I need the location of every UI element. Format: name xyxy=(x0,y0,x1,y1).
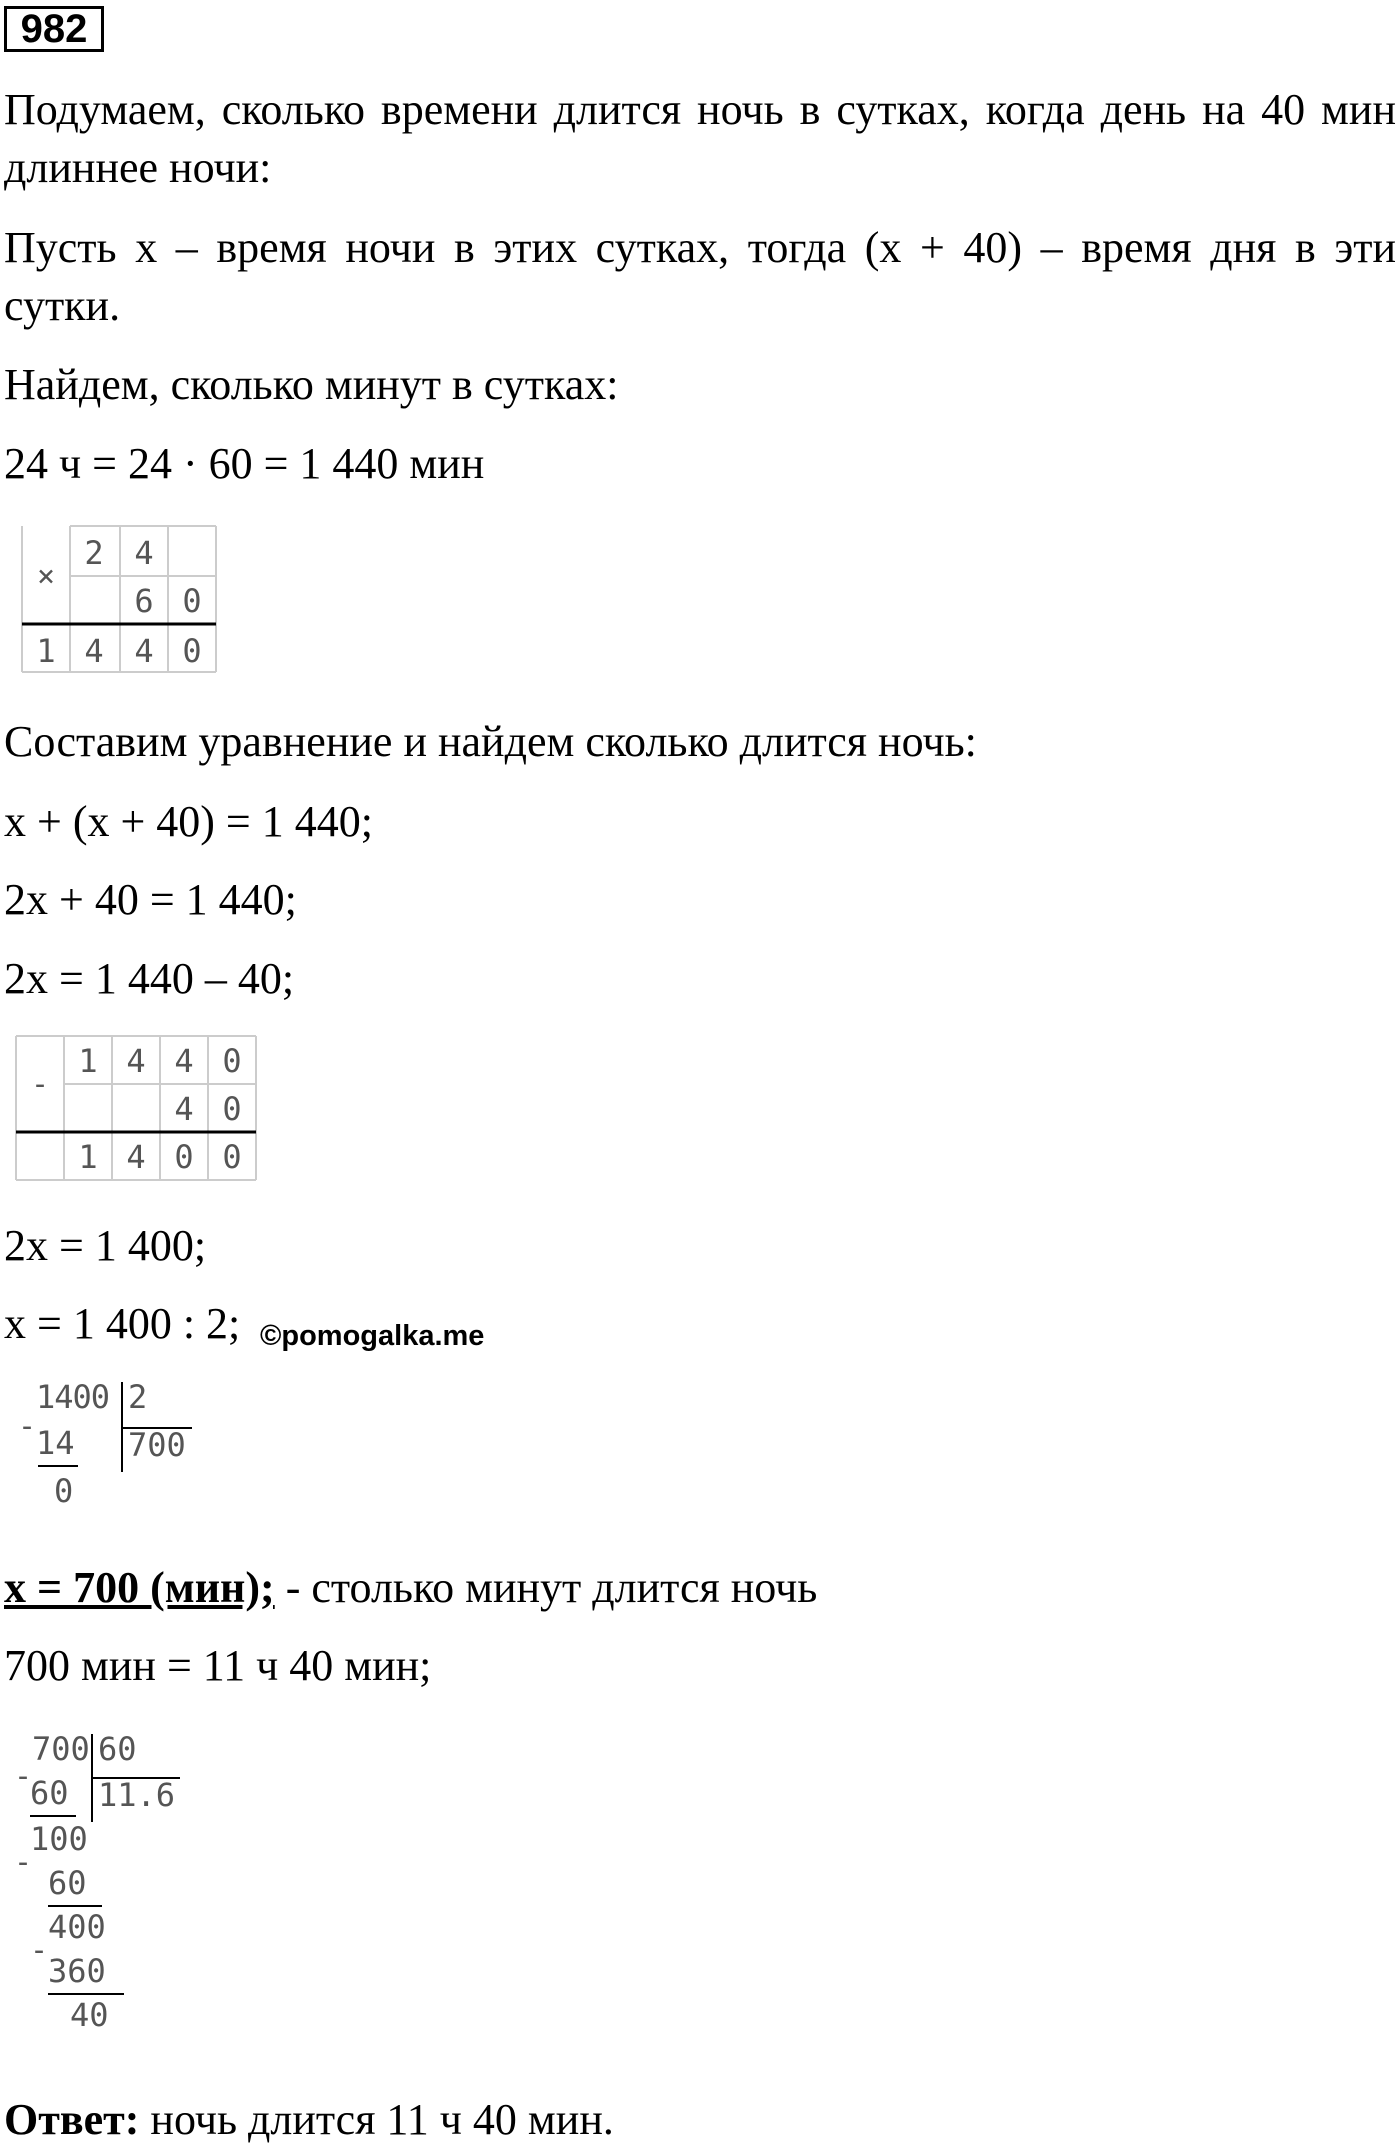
let-line-2: сутки. xyxy=(4,281,121,330)
div1-divisor: 2 xyxy=(128,1380,148,1416)
sub-result-digit: 0 xyxy=(222,1138,242,1176)
equation-intro: Составим уравнение и найдем сколько длится ночь: xyxy=(4,717,977,766)
mult-digit: 0 xyxy=(182,582,202,620)
div2-minus: - xyxy=(14,1759,33,1794)
sub-sign: - xyxy=(30,1067,50,1102)
mult-result-digit: 4 xyxy=(134,632,154,670)
equation-step-1: х + (х + 40) = 1 440; xyxy=(4,797,373,846)
div2-divisor: 60 xyxy=(98,1730,137,1768)
sub-digit: 4 xyxy=(174,1090,194,1128)
result-explanation: - столько минут длится ночь xyxy=(274,1563,818,1612)
div1-quotient: 700 xyxy=(128,1426,186,1464)
multiplication-grid xyxy=(18,524,222,674)
answer-label: Ответ: xyxy=(4,2095,140,2144)
sub-digit: 4 xyxy=(174,1042,194,1080)
div1-dividend: 1400 xyxy=(36,1380,110,1416)
sub-digit: 1 xyxy=(78,1042,98,1080)
result-value: х = 700 (мин); xyxy=(4,1563,275,1612)
intro-line-1: Подумаем, сколько времени длится ночь в сутках, когда день на 40 мин xyxy=(4,85,1396,134)
equation-step-5: х = 1 400 : 2; xyxy=(4,1299,241,1348)
div2-sub-1: 60 xyxy=(30,1774,69,1812)
long-division-2 xyxy=(12,1730,212,2042)
div2-minus: - xyxy=(30,1933,49,1968)
equation-step-2: 2х + 40 = 1 440; xyxy=(4,875,297,924)
div2-quotient: 11.6 xyxy=(98,1776,176,1814)
watermark: ©pomogalka.me xyxy=(260,1320,485,1352)
mult-result-digit: 0 xyxy=(182,632,202,670)
conversion-line: 700 мин = 11 ч 40 мин; xyxy=(4,1641,432,1690)
equation-hours: 24 ч = 24 · 60 = 1 440 мин xyxy=(4,439,485,488)
mult-result-digit: 4 xyxy=(84,632,104,670)
mult-result-digit: 1 xyxy=(36,632,56,670)
answer-line xyxy=(4,2092,614,2148)
div2-sub-3: 360 xyxy=(48,1952,106,1990)
div2-rem-3: 40 xyxy=(70,1996,109,2034)
intro-line-2: длиннее ночи: xyxy=(4,143,272,192)
mult-digit: 6 xyxy=(134,582,154,620)
result-line xyxy=(4,1560,817,1616)
sub-digit: 4 xyxy=(126,1042,146,1080)
minutes-heading: Найдем, сколько минут в сутках: xyxy=(4,360,619,409)
sub-result-digit: 4 xyxy=(126,1138,146,1176)
div1-minus: - xyxy=(18,1409,37,1444)
div2-minus: - xyxy=(14,1845,33,1880)
subtraction-grid xyxy=(14,1034,262,1182)
div1-sub: 14 xyxy=(36,1424,75,1462)
mult-digit: 2 xyxy=(84,534,104,572)
sub-digit: 0 xyxy=(222,1090,242,1128)
mult-sign: × xyxy=(36,559,56,594)
long-division-1 xyxy=(16,1380,206,1516)
mult-digit: 4 xyxy=(134,534,154,572)
div2-rem-1: 100 xyxy=(30,1820,88,1858)
equation-step-4: 2х = 1 400; xyxy=(4,1221,207,1270)
sub-result-digit: 0 xyxy=(174,1138,194,1176)
sub-result-digit: 1 xyxy=(78,1138,98,1176)
div2-dividend: 700 xyxy=(32,1730,90,1768)
equation-step-3: 2х = 1 440 – 40; xyxy=(4,954,295,1003)
div2-sub-2: 60 xyxy=(48,1864,87,1902)
answer-text: ночь длится 11 ч 40 мин. xyxy=(139,2095,614,2144)
sub-digit: 0 xyxy=(222,1042,242,1080)
problem-number: 982 xyxy=(4,6,104,52)
let-line-1: Пусть х – время ночи в этих сутках, тогда (х + 40) – время дня в эти xyxy=(4,223,1396,272)
div2-rem-2: 400 xyxy=(48,1908,106,1946)
div1-remainder: 0 xyxy=(54,1472,74,1510)
